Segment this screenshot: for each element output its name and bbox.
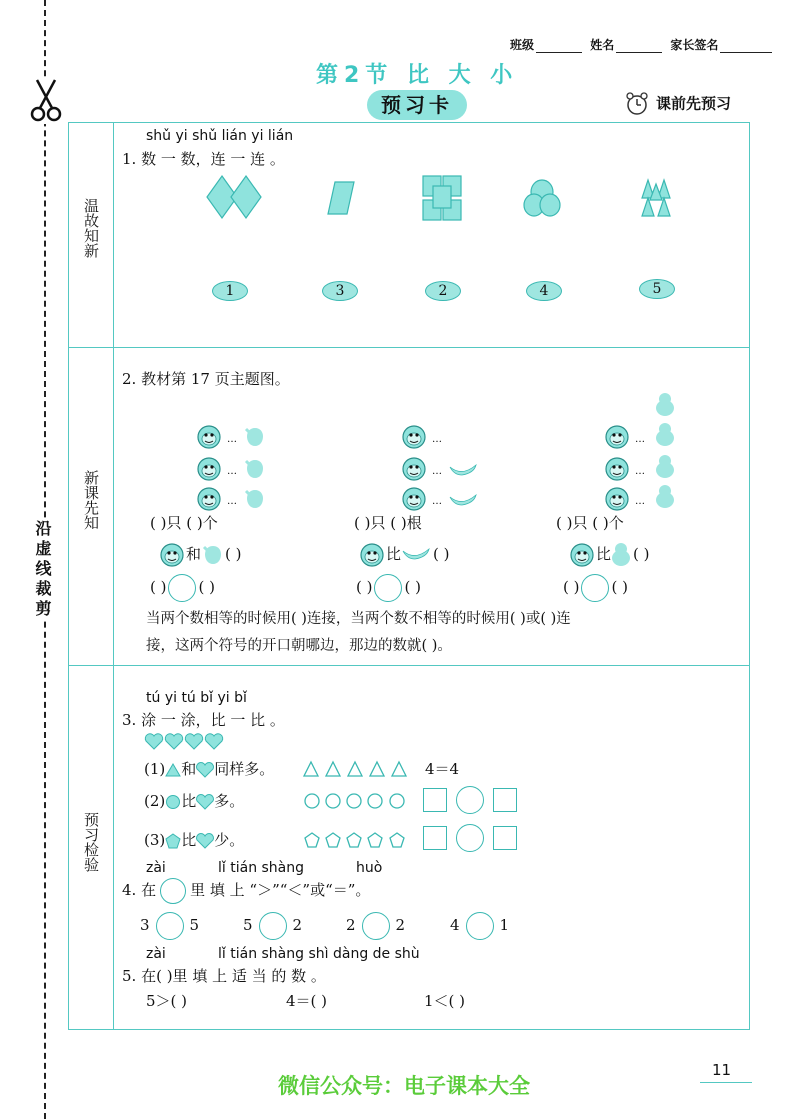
item1-prefix: (1) [144, 760, 166, 778]
class-field[interactable] [536, 41, 582, 53]
q4-pinyin-b: lǐ tián shàng [218, 860, 305, 876]
circle-icon [165, 794, 181, 810]
preview-tag-text: 课前先预习 [656, 94, 732, 113]
compare-blank-2[interactable]: ( ) [433, 545, 450, 563]
section-label-preview-check: 预习检验 [82, 812, 100, 872]
monkeys-pears-group [605, 392, 685, 514]
number-oval-1[interactable]: 1 [212, 281, 248, 301]
monkey-icon [158, 542, 186, 568]
left-blank[interactable]: ( ) [356, 578, 373, 596]
compare-circle-1[interactable] [168, 574, 196, 602]
monkey-icon [358, 542, 386, 568]
compare-word-than: 比 [386, 545, 402, 563]
q5-blank-1[interactable]: 5＞( ) [146, 992, 188, 1010]
item2-mid: 比 [181, 792, 197, 810]
answer-circle[interactable] [456, 786, 484, 814]
svg-text:…: … [635, 466, 645, 477]
q2-symbol-row-3 [563, 574, 628, 602]
svg-text:…: … [227, 466, 237, 477]
q3-item-2 [144, 790, 244, 811]
svg-text:…: … [635, 434, 645, 445]
q4-right-num: 2 [395, 916, 406, 934]
number-oval-3[interactable]: 2 [425, 281, 461, 301]
answer-square-left[interactable] [423, 826, 447, 850]
item1-mid: 和 [181, 760, 197, 778]
q4-answer-circle-4[interactable] [466, 912, 494, 940]
q4-answer-circle-3[interactable] [362, 912, 390, 940]
q4-right-num: 1 [499, 916, 510, 934]
compare-blank-1[interactable]: ( ) [225, 545, 242, 563]
svg-text:…: … [227, 496, 237, 507]
compare-circle-2[interactable] [374, 574, 402, 602]
section-label-new-lesson: 新课先知 [82, 470, 100, 530]
q2-compare-1 [158, 542, 242, 568]
pentagon-icon [165, 833, 181, 849]
q4-right-num: 2 [292, 916, 303, 934]
footer-watermark: 微信公众号：电子课本大全 [278, 1074, 530, 1098]
answer-circle[interactable] [456, 824, 484, 852]
q2-blank-row-3[interactable]: ( )只 ( )个 [556, 514, 624, 532]
q3-text: 3. 涂 一 涂，比 一 比 。 [122, 711, 285, 729]
q3-item-1 [144, 758, 274, 779]
q2-blank-row-1[interactable]: ( )只 ( )个 [150, 514, 218, 532]
ovals-shape [522, 178, 562, 220]
class-label: 班级 [510, 38, 535, 52]
page-number-underline [700, 1082, 752, 1083]
q4-right-num: 5 [189, 916, 200, 934]
monkey-icon [568, 542, 596, 568]
number-oval-2[interactable]: 3 [322, 281, 358, 301]
right-blank[interactable]: ( ) [198, 578, 215, 596]
q4-circle-example [160, 878, 186, 904]
hearts-legend [144, 733, 230, 751]
heart-icon [196, 794, 214, 810]
q5-blank-3[interactable]: 1＜( ) [424, 992, 466, 1010]
q3-item-3 [144, 829, 244, 850]
pentagons-row[interactable] [303, 831, 409, 849]
compare-word-and: 和 [186, 545, 202, 563]
q4-answer-circle-1[interactable] [156, 912, 184, 940]
q3-item2-answer [423, 786, 517, 814]
q1-text: 1. 数 一 数，连 一 连 。 [122, 150, 285, 168]
answer-square-left[interactable] [423, 788, 447, 812]
q2-compare-3 [568, 542, 650, 568]
squares-shape [420, 174, 464, 224]
name-field[interactable] [616, 41, 662, 53]
parallelogram-shape [326, 180, 356, 216]
q5-pinyin-b: lǐ tián shàng shì dàng de shù [218, 946, 420, 962]
q5-text: 5. 在( )里 填 上 适 当 的 数 。 [122, 967, 326, 985]
preview-tag [624, 92, 731, 116]
section-label-review: 温故知新 [82, 198, 100, 258]
section-title: 第2节 比 大 小 [316, 63, 519, 88]
left-blank[interactable]: ( ) [150, 578, 167, 596]
number-oval-5[interactable]: 5 [639, 279, 675, 299]
item3-mid: 比 [181, 831, 197, 849]
pear-icon [611, 542, 633, 568]
q4-text-a: 4. 在 [122, 881, 157, 899]
q4-text-b: 里 填 上 “＞”“＜”或“＝”。 [190, 881, 371, 899]
section-divider-2 [68, 665, 750, 666]
q3-item1-equation: 4＝4 [425, 760, 460, 778]
q4-left-num: 2 [346, 916, 356, 934]
q2-symbol-row-2 [356, 574, 421, 602]
parent-signature-field[interactable] [720, 41, 772, 53]
compare-circle-3[interactable] [581, 574, 609, 602]
item2-prefix: (2) [144, 792, 166, 810]
item3-suffix: 少。 [214, 831, 245, 849]
q1-pinyin: shǔ yi shǔ lián yi lián [146, 128, 294, 144]
item1-suffix: 同样多。 [214, 760, 275, 778]
scissors-icon [28, 78, 64, 124]
q5-pinyin-a: zài [146, 946, 166, 962]
q4-left-num: 5 [243, 916, 253, 934]
q4-answer-circle-2[interactable] [259, 912, 287, 940]
answer-square-right[interactable] [493, 826, 517, 850]
left-blank[interactable]: ( ) [563, 578, 580, 596]
page-number: 11 [712, 1061, 732, 1079]
q2-text: 2. 教材第 17 页主题图。 [122, 370, 290, 388]
header-fields [510, 36, 776, 53]
item2-suffix: 多。 [214, 792, 245, 810]
triangles-row[interactable] [303, 760, 409, 778]
q4-pair-1 [140, 912, 199, 940]
compare-word-than-2: 比 [596, 545, 612, 563]
svg-text:…: … [635, 496, 645, 507]
q2-blank-row-2[interactable]: ( )只 ( )根 [354, 514, 422, 532]
monkeys-peaches-group [197, 425, 277, 513]
alarm-clock-icon [624, 92, 650, 116]
section-divider-1 [68, 347, 750, 348]
number-oval-4[interactable]: 4 [526, 281, 562, 301]
q2-compare-2 [358, 542, 450, 568]
circles-row[interactable] [303, 792, 409, 810]
banana-icon [401, 545, 433, 565]
heart-icon [196, 833, 214, 849]
q4-pinyin-c: huò [356, 860, 383, 876]
svg-text:…: … [227, 434, 237, 445]
answer-square-right[interactable] [493, 788, 517, 812]
right-blank[interactable]: ( ) [611, 578, 628, 596]
svg-text:…: … [432, 466, 442, 477]
q4-pinyin-a: zài [146, 860, 166, 876]
q2-symbol-row-1 [150, 574, 215, 602]
diamonds-shape [205, 174, 265, 222]
triangle-icon [165, 763, 181, 777]
svg-text:…: … [432, 496, 442, 507]
parent-signature-label: 家长签名 [670, 38, 719, 52]
right-blank[interactable]: ( ) [404, 578, 421, 596]
item3-prefix: (3) [144, 831, 166, 849]
q2-sentence-2: 接，这两个符号的开口朝哪边，那边的数就( )。 [146, 638, 452, 654]
cut-line-label: 沿虚线裁剪 [36, 520, 56, 620]
q5-blank-2[interactable]: 4＝( ) [286, 992, 328, 1010]
q4-left-num: 4 [450, 916, 460, 934]
compare-blank-3[interactable]: ( ) [633, 545, 650, 563]
triangles-shape [640, 178, 672, 218]
peach-icon [201, 543, 225, 567]
q4-pair-4 [450, 912, 509, 940]
q3-pinyin: tú yi tú bǐ yi bǐ [146, 690, 247, 706]
card-title: 预习卡 [367, 90, 467, 120]
label-column-divider [113, 122, 114, 1030]
monkeys-bananas-group [402, 425, 492, 513]
q4-text [122, 878, 370, 904]
name-label: 姓名 [590, 38, 615, 52]
q4-left-num: 3 [140, 916, 150, 934]
q2-sentence-1: 当两个数相等的时候用( )连接，当两个数不相等的时候用( )或( )连 [146, 611, 571, 627]
svg-text:…: … [432, 434, 442, 445]
q4-pair-3 [346, 912, 405, 940]
heart-icon [196, 762, 214, 778]
q4-pair-2 [243, 912, 302, 940]
q3-item3-answer [423, 824, 517, 852]
